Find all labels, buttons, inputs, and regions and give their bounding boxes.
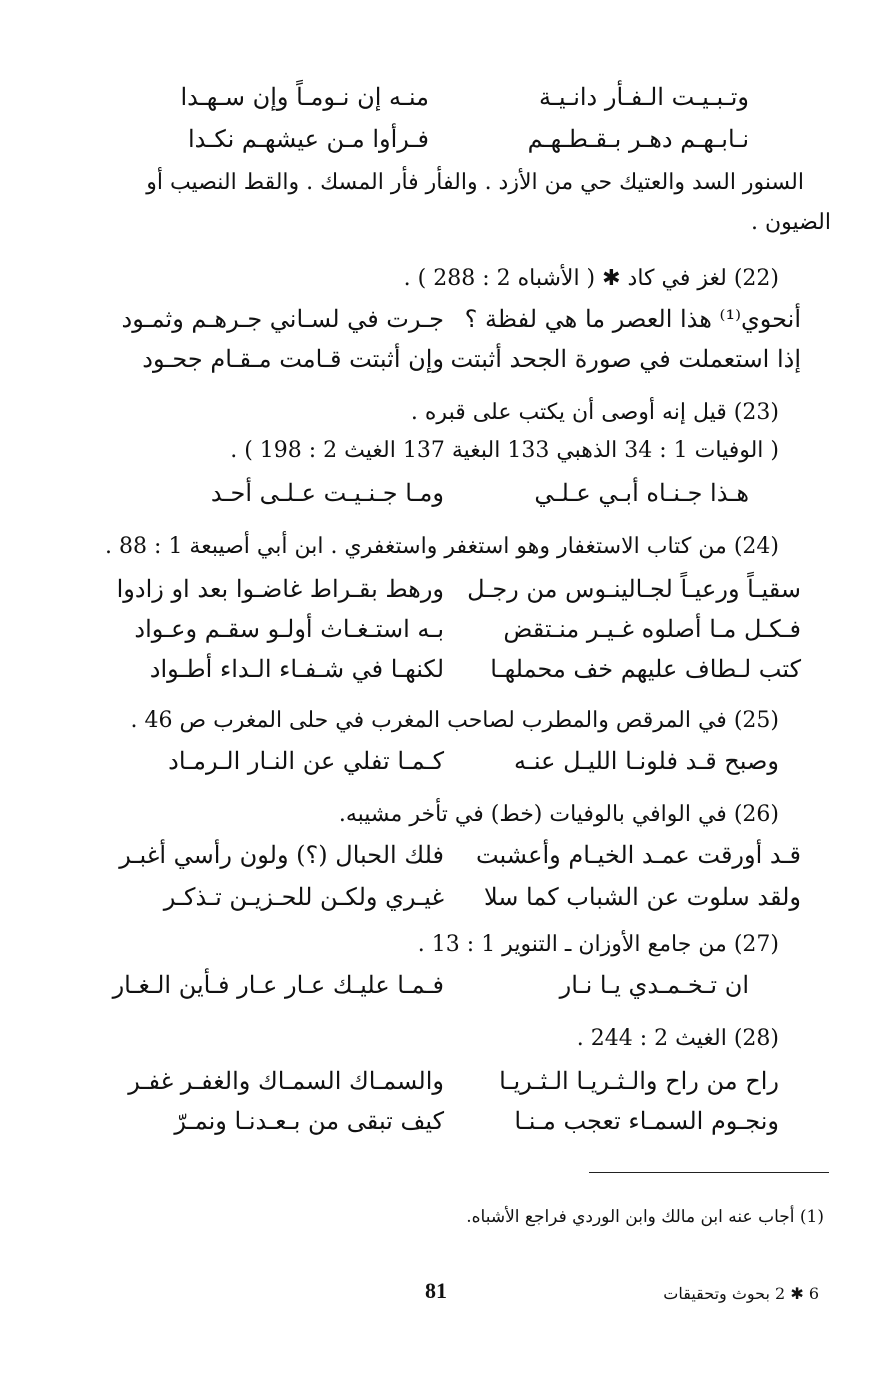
entry-28-verse-2-right: ونجـوم السمـاء تعجب مـنـا [514,1107,779,1135]
entry-26-verse-1-right: قـد أورقت عمـد الخيـام وأعشبت [475,841,801,869]
entry-26-verse-2-right: ولقد سلوت عن الشباب كما سلا [483,883,801,911]
gloss-line: السنور السد والعتيك حي من الأزد . والفأر فأر المسك . والقط النصيب أو [146,170,804,195]
entry-28-verse-1-left: والسمـاك السمـاك والغفـر غفـر [128,1067,444,1095]
entry-22-verse-2-right: إذا استعملت في صورة الجحد أثبتت [450,345,801,373]
entry-26-header: (26) في الوافي بالوفيات (خط) في تأخر مشيبه. [338,802,779,827]
series-label: 6 ✱ 2 بحوث وتحقيقات [663,1284,819,1303]
footnote-separator [589,1172,829,1173]
entry-24-header: (24) من كتاب الاستغفار وهو استغفر واستغفري . ابن أبي أصيبعة 1 : 88 . [105,534,779,559]
gloss-line-continued: الضيون . [750,210,831,235]
verse-2-hemistich-left: فـرأوا مـن عيشهـم نكـدا [188,125,429,153]
page-number: 81 [425,1278,447,1303]
entry-24-verse-2-right: فـكـل مـا أصلوه غـيـر منـتقض [503,615,801,643]
entry-27-header: (27) من جامع الأوزان ـ التنوير 1 : 13 . [417,932,779,957]
entry-24-verse-2-left: بـه استـغـاث أولـو سقـم وعـواد [134,615,444,643]
entry-26-verse-2-left: غيـري ولكـن للحـزيـن تـذكـر [163,883,444,911]
entry-25-header: (25) في المرقص والمطرب لصاحب المغرب في حلى المغرب ص 46 . [130,708,779,733]
entry-28-header: (28) الغيث 2 : 244 . [576,1026,779,1051]
entry-24-verse-3-right: كتب لـطاف عليهم خف محملهـا [490,655,801,683]
verse-1-hemistich-left: منـه إن نـومـاً وإن سـهـدا [180,83,429,111]
entry-22-header: (22) لغز في كاد ✱ ( الأشباه 2 : 288 ) . [403,266,779,291]
entry-24-verse-3-left: لكنهـا في شـفـاء الـداء أطـواد [149,655,444,683]
entry-23-verse-right: هـذا جـنـاه أبـي عـلـي [534,479,749,507]
entry-23-sources: ( الوفيات 1 : 34 الذهبي 133 البغية 137 الغيث 2 : 198 ) . [230,438,779,463]
entry-23-verse-left: ومـا جـنـيـت عـلـى أحـد [210,479,444,507]
entry-27-verse-left: فـمـا عليـك عـار عـار فـأين الـغـار [112,971,444,999]
entry-24-verse-1-left: ورهط بقـراط غاضـوا بعد او زادوا [116,575,444,603]
verse-2-hemistich-right: نـابـهـم دهـر بـقـطـهـم [527,125,749,153]
entry-23-header: (23) قيل إنه أوصى أن يكتب على قبره . [410,400,779,425]
entry-25-verse-right: وصبح قـد فلونـا الليـل عنـه [514,747,779,775]
entry-24-verse-1-right: سقيـاً ورعيـاً لجـالينـوس من رجـل [467,575,801,603]
entry-27-verse-right: ان تـخـمـدي يـا نـار [559,971,749,999]
entry-28-verse-1-right: راح من راح والـثـريـا الـثـريـا [499,1067,779,1095]
entry-28-verse-2-left: كيف تبقى من بـعـدنـا ونمـرّ [174,1107,444,1135]
entry-22-verse-1-right: أنحوي⁽¹⁾ هذا العصر ما هي لفظة ؟ [464,305,801,333]
entry-22-verse-1-left: جـرت في لسـاني جـرهـم وثمـود [121,305,444,333]
entry-26-verse-1-left: فلك الحبال (؟) ولون رأسي أغبـر [119,841,444,869]
entry-22-verse-2-left: وإن أثبتت قـامت مـقـام جحـود [142,345,444,373]
verse-1-hemistich-right: وتـبـيـت الـفـأر دانـيـة [539,83,749,111]
entry-25-verse-left: كـمـا تفلي عن النـار الـرمـاد [168,747,444,775]
footnote: (1) أجاب عنه ابن مالك وابن الوردي فراجع الأشباه. [466,1207,824,1227]
